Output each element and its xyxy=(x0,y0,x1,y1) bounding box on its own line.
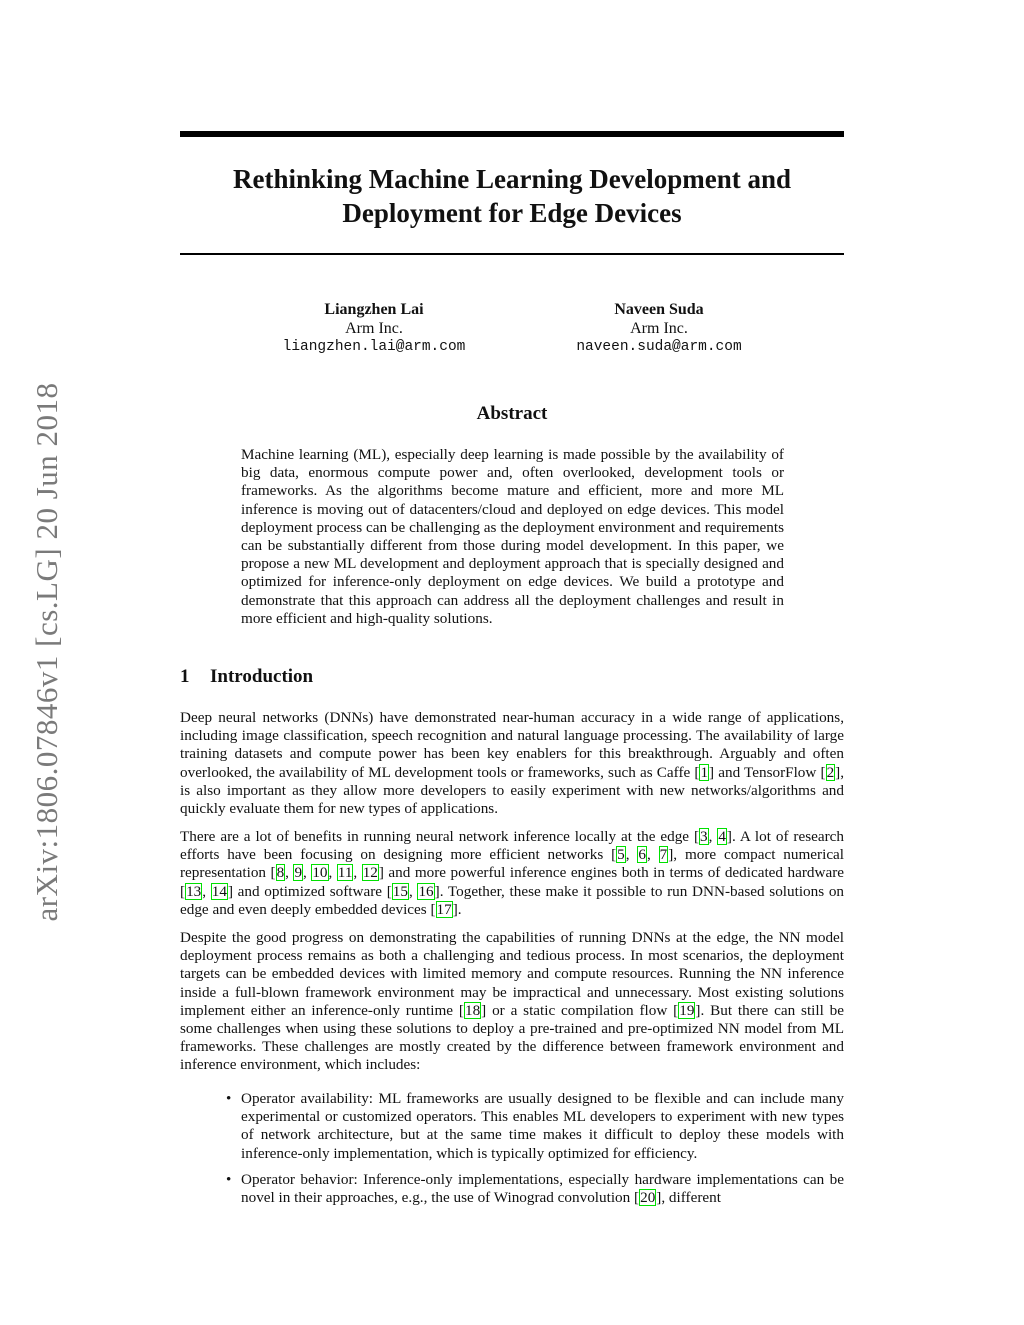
intro-paragraph-1 xyxy=(180,709,844,818)
section-title: Introduction xyxy=(210,666,314,687)
author-affiliation: Arm Inc. xyxy=(345,320,403,337)
title-bottom-rule xyxy=(180,253,844,255)
list-item xyxy=(226,1171,844,1207)
text-run: ]. But there can still be some challenges when using these solutions to deploy a pre-trained and pre-optimized NN model from ML frameworks. These challenges are mostly created by the difference between framework environment and inference environment, which includes: xyxy=(180,1001,845,1074)
citation-link[interactable]: 10 xyxy=(312,864,328,882)
citation-link[interactable]: 7 xyxy=(659,846,668,864)
citation-link[interactable]: 12 xyxy=(362,864,378,882)
text-run: ] and optimized software [ xyxy=(227,882,392,900)
title-top-rule xyxy=(180,131,844,137)
author-email: naveen.suda@arm.com xyxy=(576,339,742,355)
citation-link[interactable]: 4 xyxy=(718,828,726,845)
section-number: 1 xyxy=(180,666,190,687)
text-run: ]. Together, these make it possible to run DNN-based solutions on edge and even deeply embedded devices [ xyxy=(180,882,845,918)
author-name: Liangzhen Lai xyxy=(324,301,424,318)
abstract-heading: Abstract xyxy=(476,403,548,424)
citation-link[interactable]: 11 xyxy=(337,864,353,882)
citation-link[interactable]: 3 xyxy=(700,828,708,845)
title-line-1: Rethinking Machine Learning Development and xyxy=(232,164,792,194)
citation-link[interactable]: 20 xyxy=(640,1189,656,1207)
text-run: ] or a static compilation flow [ xyxy=(481,1001,679,1019)
author-email: liangzhen.lai@arm.com xyxy=(282,339,466,355)
citation-link[interactable]: 16 xyxy=(418,882,434,900)
text-run: There are a lot of benefits in running neural network inference locally at the edge [ xyxy=(180,828,700,845)
bullet-icon: • xyxy=(226,1090,232,1107)
bullet-icon: • xyxy=(226,1170,232,1188)
text-run: ], different xyxy=(656,1189,721,1207)
citation-link[interactable]: 15 xyxy=(392,882,408,900)
citation-link[interactable]: 6 xyxy=(638,846,646,864)
text-run: ] and more powerful inference engines both in terms of dedicated hardware [ xyxy=(180,864,844,900)
text-run: ]. A lot of research efforts have been focusing on designing more efficient networks [ xyxy=(180,828,844,864)
paper-title xyxy=(180,162,844,230)
challenges-list xyxy=(226,1090,844,1215)
citation-link[interactable]: 8 xyxy=(276,864,285,882)
text-run: ]. xyxy=(452,900,462,918)
author-block-1 xyxy=(224,300,524,357)
text-run: Operator availability: ML frameworks are usually designed to be flexible and can include many experimental or customized operators. This enables ML developers to experiment with new types of network architecture, but at the same time makes it difficult to deploy these models with inference-only implementation, which is typically optimized for efficiency. xyxy=(241,1090,844,1162)
text-run: ], is also important as they allow more developers to easily experiment with new networks/algorithms and quickly evaluate them for new types of applications. xyxy=(180,763,845,818)
arxiv-identifier-stamp: arXiv:1806.07846v1 [cs.LG] 20 Jun 2018 xyxy=(29,382,64,922)
citation-link[interactable]: 18 xyxy=(464,1001,481,1019)
text-run: Operator behavior: Inference-only implementations, especially hardware implementations can be novel in their approaches, e.g., the use of Winograd convolution [ xyxy=(241,1170,844,1207)
abstract-text: Machine learning (ML), especially deep learning is made possible by the availability of big data, enormous compute power and, often overlooked, development tools or frameworks. As the algorithms become mature and efficient, more and more ML inference is moving out of datacenters/cloud and deployed on edge devices. This model deployment process can be challenging as the deployment environment and requirements can be substantially different from those during model development. In this paper, we propose a new ML development and deployment approach that is specially designed and optimized for inference-only deployment on edge devices. We build a prototype and demonstrate that this approach can address all the deployment challenges and result in more efficient and high-quality solutions. xyxy=(241,446,784,627)
author-affiliation: Arm Inc. xyxy=(630,320,688,337)
text-run: Deep neural networks (DNNs) have demonstrated near-human accuracy in a wide range of applications, including image classification, speech recognition and natural language processing. The availability of large training datasets and compute power has been key enablers for this breakthrough. Arguably and often overlooked, the availability of ML development tools or frameworks, such as Caffe [ xyxy=(180,709,844,781)
author-name: Naveen Suda xyxy=(614,301,704,318)
citation-link[interactable]: 5 xyxy=(617,846,625,864)
text-run: ] and TensorFlow [ xyxy=(709,763,826,781)
citation-link[interactable]: 9 xyxy=(294,864,303,882)
list-item xyxy=(226,1090,844,1163)
text-run: ], more compact numerical representation [ xyxy=(180,846,845,882)
citation-link[interactable]: 2 xyxy=(826,763,835,781)
citation-link[interactable]: 1 xyxy=(700,763,709,781)
citation-link[interactable]: 17 xyxy=(436,900,452,918)
citation-link[interactable]: 19 xyxy=(679,1001,695,1019)
author-block-2 xyxy=(509,300,809,357)
text-run: Despite the good progress on demonstrating the capabilities of running DNNs at the edge, the NN model deployment process remains as both a challenging and tedious process. In most scenarios, the deployment targets can be embedded devices with limited memory and compute resources. Running the NN inference inside a full-blown framework environment may be impractical and unnecessary. Most existing solutions implement either an inference-only runtime [ xyxy=(180,929,844,1019)
intro-paragraph-3 xyxy=(180,929,844,1075)
citation-link[interactable]: 13 xyxy=(186,882,202,900)
section-heading-introduction xyxy=(180,666,313,688)
citation-link[interactable]: 14 xyxy=(211,882,227,900)
intro-paragraph-2: There are a lot of benefits in running neural network inference locally at the edge [3, 4]. A lot of research efforts have been focusing on designing more efficient networks [5, 6, 7], more compact numerical representation [8, 9, 10, 11, 12] and more powerful inference engines both in terms of dedicated hardware [13, 14] and optimized software [15, 16]. Together, these make it possible to run DNN-based solutions on edge and even deeply embedded devices [17]. xyxy=(180,828,845,918)
title-line-2: Deployment for Edge Devices xyxy=(342,198,682,228)
